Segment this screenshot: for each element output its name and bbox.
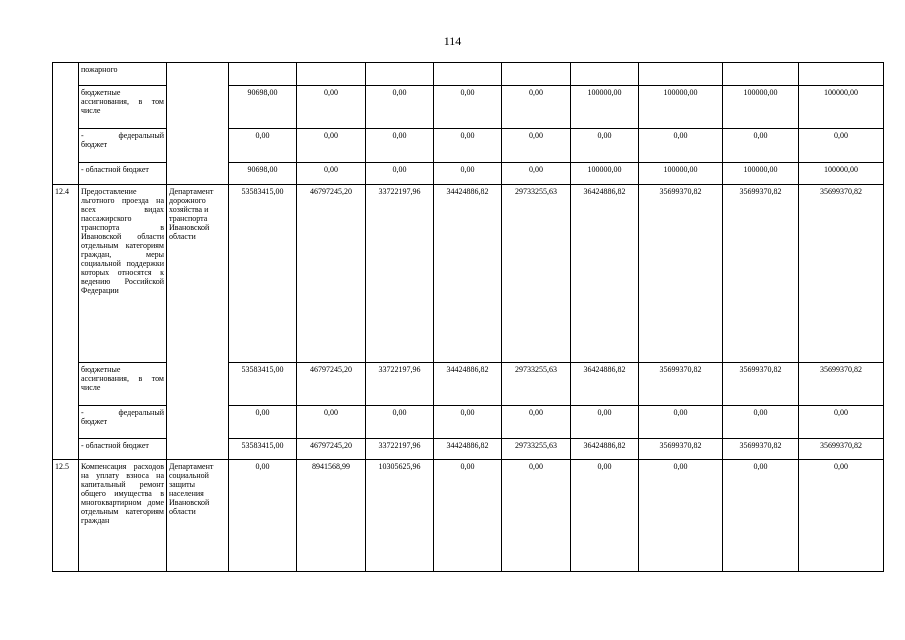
value-cell: 0,00	[502, 129, 571, 163]
value-cell: 34424886,82	[434, 185, 502, 363]
value-cell: 29733255,63	[502, 363, 571, 406]
value-cell: 100000,00	[571, 86, 639, 129]
value-cell: 0,00	[502, 406, 571, 439]
executor-cell-empty	[167, 63, 229, 185]
value-cell: 46797245,20	[297, 439, 366, 460]
value-cell: 0,00	[434, 163, 502, 185]
value-cell: 36424886,82	[571, 363, 639, 406]
value-cell: 0,00	[297, 406, 366, 439]
value-cell: 10305625,96	[366, 460, 434, 572]
value-cell: 33722197,96	[366, 363, 434, 406]
value-cell: 90698,00	[229, 86, 297, 129]
value-cell	[639, 63, 723, 86]
federal-line2: бюджет	[81, 140, 108, 149]
value-cell: 53583415,00	[229, 439, 297, 460]
value-cell	[434, 63, 502, 86]
row-name: - областной бюджет	[79, 163, 167, 185]
value-cell: 0,00	[502, 86, 571, 129]
value-cell: 100000,00	[723, 86, 799, 129]
value-cell: 0,00	[297, 163, 366, 185]
value-cell: 100000,00	[799, 163, 884, 185]
value-cell: 0,00	[502, 460, 571, 572]
value-cell: 53583415,00	[229, 185, 297, 363]
value-cell	[502, 63, 571, 86]
value-cell: 36424886,82	[571, 439, 639, 460]
value-cell: 35699370,82	[639, 439, 723, 460]
value-cell: 0,00	[799, 129, 884, 163]
value-cell: 0,00	[229, 406, 297, 439]
value-cell: 100000,00	[571, 163, 639, 185]
row-name	[79, 129, 167, 163]
item-executor: Департамент дорожного хозяйства и транспорта Ивановской области	[167, 185, 229, 460]
value-cell: 0,00	[571, 129, 639, 163]
row-name: бюджетные ассигнования, в том числе	[79, 86, 167, 129]
value-cell	[571, 63, 639, 86]
value-cell: 0,00	[366, 86, 434, 129]
value-cell: 100000,00	[639, 86, 723, 129]
value-cell: 100000,00	[723, 163, 799, 185]
index-cell-empty	[53, 63, 79, 185]
value-cell: 0,00	[366, 129, 434, 163]
value-cell: 29733255,63	[502, 185, 571, 363]
item-name: Предоставление льготного проезда на всех видах пассажирского транспорта в Ивановской области отдельным категориям граждан, меры социальной поддержки которых относятся к ведению Российской Федерации	[79, 185, 167, 363]
value-cell: 35699370,82	[723, 185, 799, 363]
value-cell: 90698,00	[229, 163, 297, 185]
value-cell: 46797245,20	[297, 363, 366, 406]
value-cell: 34424886,82	[434, 439, 502, 460]
value-cell: 0,00	[434, 86, 502, 129]
value-cell: 46797245,20	[297, 185, 366, 363]
item-name: Компенсация расходов на уплату взноса на капитальный ремонт общего имущества в многоквартирном доме отдельным категориям граждан	[79, 460, 167, 572]
budget-table	[52, 62, 884, 572]
value-cell: 53583415,00	[229, 363, 297, 406]
value-cell: 0,00	[639, 406, 723, 439]
value-cell: 35699370,82	[799, 363, 884, 406]
federal-word: федеральный	[118, 131, 164, 140]
federal-word: федеральный	[118, 408, 164, 417]
value-cell: 0,00	[434, 460, 502, 572]
federal-prefix: -	[81, 131, 84, 140]
value-cell: 0,00	[723, 129, 799, 163]
value-cell: 35699370,82	[799, 185, 884, 363]
table-row	[53, 460, 884, 572]
value-cell: 0,00	[434, 129, 502, 163]
value-cell: 0,00	[229, 460, 297, 572]
value-cell: 29733255,63	[502, 439, 571, 460]
value-cell: 0,00	[639, 460, 723, 572]
value-cell	[297, 63, 366, 86]
value-cell: 33722197,96	[366, 185, 434, 363]
value-cell	[366, 63, 434, 86]
value-cell: 0,00	[723, 460, 799, 572]
value-cell: 0,00	[297, 129, 366, 163]
value-cell: 0,00	[229, 129, 297, 163]
value-cell: 0,00	[434, 406, 502, 439]
value-cell: 0,00	[366, 163, 434, 185]
value-cell: 100000,00	[639, 163, 723, 185]
row-name	[79, 406, 167, 439]
row-name: - областной бюджет	[79, 439, 167, 460]
row-name: пожарного	[79, 63, 167, 86]
value-cell: 0,00	[639, 129, 723, 163]
value-cell	[723, 63, 799, 86]
value-cell: 8941568,99	[297, 460, 366, 572]
item-index: 12.5	[53, 460, 79, 572]
row-name: бюджетные ассигнования, в том числе	[79, 363, 167, 406]
value-cell	[799, 63, 884, 86]
value-cell: 100000,00	[799, 86, 884, 129]
value-cell	[229, 63, 297, 86]
item-executor: Департамент социальной защиты населения Ивановской области	[167, 460, 229, 572]
table-row	[53, 185, 884, 363]
federal-line2: бюджет	[81, 417, 108, 426]
value-cell: 36424886,82	[571, 185, 639, 363]
value-cell: 0,00	[502, 163, 571, 185]
item-index: 12.4	[53, 185, 79, 460]
value-cell: 0,00	[571, 460, 639, 572]
value-cell: 33722197,96	[366, 439, 434, 460]
value-cell: 35699370,82	[723, 439, 799, 460]
table-row	[53, 63, 884, 86]
federal-prefix: -	[81, 408, 84, 417]
value-cell: 35699370,82	[639, 363, 723, 406]
value-cell: 0,00	[799, 460, 884, 572]
value-cell: 35699370,82	[723, 363, 799, 406]
value-cell: 0,00	[297, 86, 366, 129]
value-cell: 0,00	[366, 406, 434, 439]
value-cell: 0,00	[723, 406, 799, 439]
page-number: 114	[443, 34, 462, 48]
value-cell: 34424886,82	[434, 363, 502, 406]
value-cell: 0,00	[571, 406, 639, 439]
value-cell: 35699370,82	[639, 185, 723, 363]
value-cell: 0,00	[799, 406, 884, 439]
value-cell: 35699370,82	[799, 439, 884, 460]
